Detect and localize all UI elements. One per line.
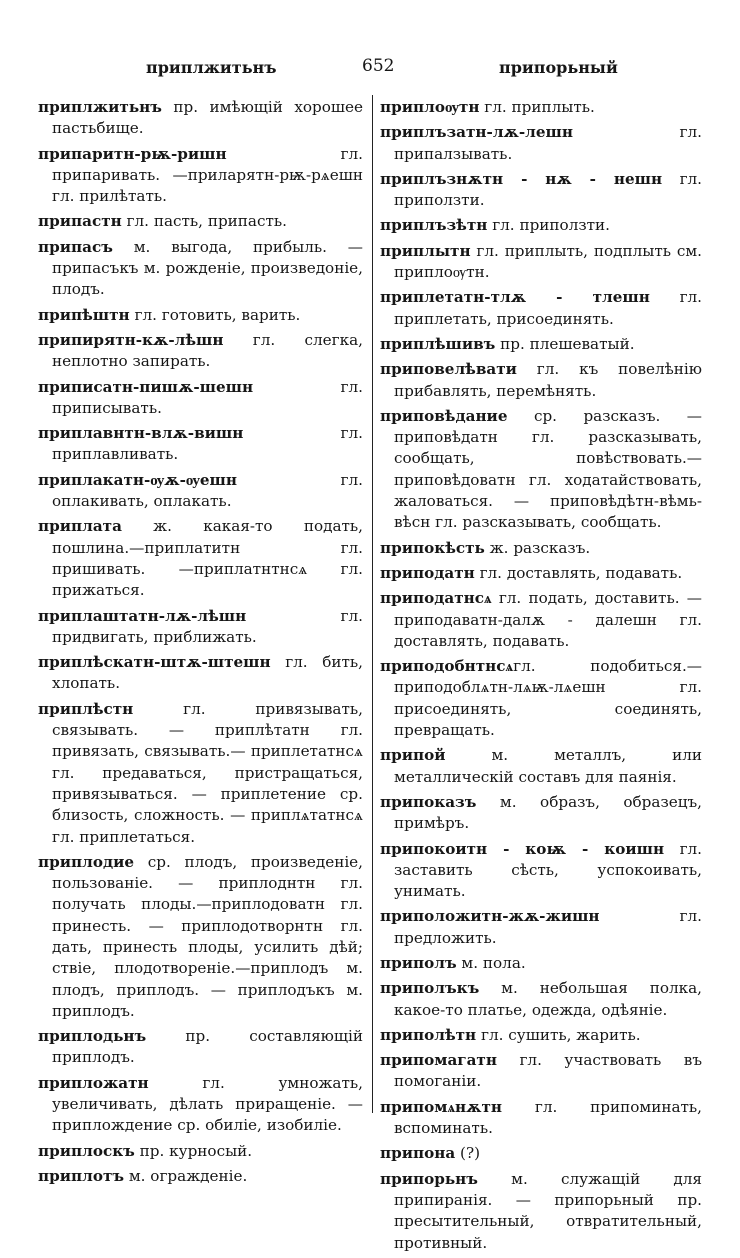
entry-definition: гл. приплавливать. [52,424,363,464]
dictionary-entry [38,1141,363,1162]
entry-headword: приповѣдание [380,406,508,425]
page-number: 652 [362,56,395,76]
dictionary-entry [38,305,363,326]
entry-headword: приположитн-жѫ-жишн [380,907,600,926]
left-column [38,97,363,1191]
dictionary-entry [380,97,702,118]
entry-definition: м. образъ, образецъ, примѣръ. [394,792,702,833]
dictionary-entry [380,1025,702,1046]
running-head-last-word: припорьный [499,58,618,77]
entry-definition: гл. бить, хлопать. [52,653,363,693]
dictionary-entry [38,211,363,232]
entry-headword: припасъ [38,237,113,256]
column-divider [372,95,373,1113]
dictionary-entry [380,287,702,330]
dictionary-entry [38,423,363,466]
entry-headword: приполъ [380,953,457,972]
entry-headword: приплъзатн-лѫ-лешн [380,123,573,142]
entry-headword: припастн [38,212,122,231]
entry-definition: гл. доставлять, подавать. [474,563,683,582]
dictionary-entry [380,334,702,355]
entry-definition: гл. приплыть, подплыть см. приплоѹтн. [394,241,702,282]
entry-definition: м. служащій для припиранія. — припорьный пр. пресытительный, отвратительный, противный. [394,1169,702,1252]
entry-definition: гл. приползти. [487,216,610,235]
dictionary-entry [38,330,363,373]
entry-headword: приполѣтн [380,1025,477,1044]
dictionary-entry [38,1166,363,1187]
entry-headword: припомѧнѫтн [380,1097,503,1116]
entry-headword: приплоѹтн [380,98,480,116]
entry-headword: приплаштатн-лѫ-лѣшн [38,606,247,625]
dictionary-entry [380,241,702,284]
entry-definition: гл. придвигать, приближать. [52,606,363,646]
dictionary-entry [380,122,702,165]
entry-definition: гл. сушить, жарить. [476,1025,641,1044]
entry-definition: м. небольшая полка, какое-то платье, одежда, одѣяніе. [394,979,702,1019]
dictionary-entry [38,606,363,649]
entry-definition: гл. припоминать, вспоминать. [394,1097,702,1138]
dictionary-entry [380,1169,702,1254]
entry-headword: приплодие [38,852,135,871]
entry-definition: гл. умножать, увеличивать, дѣлать приращеніе. — приплождение ср. обиліе, изобиліе. [52,1073,363,1135]
dictionary-entry [380,538,702,559]
entry-headword: приплетатн-тлѫ - тлешн [380,288,650,307]
entry-definition: ср. разсказъ. — приповѣдатн гл. разсказывать, сообщать, повѣствовать.—приповѣдоватн гл. ходатайствовать, жаловаться. — приповѣдѣтн-вѣмь-вѣсн гл. разсказывать, сообщать. [394,406,702,532]
entry-headword: припокоитн - коѭ - коишн [380,839,665,858]
entry-definition: гл. привязывать, связывать. — приплѣтатн гл. привязать, связывать.— приплетатнсѧ гл. предаваться, пристращаться, привязываться. — приплетение ср. близость, сложность. — приплѧтатнсѧ гл. приплетаться. [52,699,363,846]
dictionary-entry [380,215,702,236]
dictionary-entry [38,652,363,695]
entry-headword: приплотъ [38,1166,125,1185]
entry-definition: ср. плодъ, произведеніе, пользованіе. — приплоднтн гл. получать плоды.—приплодоватн гл. принесть. — приплодотворнтн гл. дать, принесть плоды, усилить дѣй; ствіе, плодотвореніе.—приплодъ м. плодъ, приплодъ. — приплодъкъ м. приплодъ. [52,852,363,1020]
dictionary-entry [380,169,702,212]
dictionary-entry [380,953,702,974]
dictionary-entry [380,563,702,584]
entry-definition: гл. подать, доставить. — приподаватн-далѫ - далешн гл. доставлять, подавать. [394,589,702,650]
entry-headword: припирятн-кѫ-лѣшн [38,330,224,349]
entry-headword: приподатнсѧ [380,589,492,608]
entry-definition: пр. курносый. [134,1141,253,1160]
dictionary-entry [38,377,363,420]
dictionary-entry [38,852,363,1022]
dictionary-entry [380,839,702,903]
entry-definition: гл. участвовать въ помоганіи. [394,1051,702,1091]
entry-headword: припона [380,1144,456,1163]
entry-headword: припомагатн [380,1051,497,1070]
entry-headword: припаритн-рѭ-ришн [38,144,227,163]
entry-headword: приплавнтн-влѫ-вишн [38,424,244,443]
entry-definition: гл. припаривать. —приларятн-рѭ-рѧешн гл. прилѣтать. [52,144,363,206]
entry-headword: припоказъ [380,792,477,811]
entry-definition: (?) [455,1144,481,1163]
dictionary-entry [380,792,702,835]
dictionary-entry [38,1073,363,1137]
entry-headword: приповелѣвати [380,360,517,379]
entry-headword: приполъкъ [380,979,480,998]
entry-headword: приплжитьнъ [38,98,162,116]
entry-definition: ж. разсказъ. [484,538,591,557]
entry-definition: м. огражденіе. [124,1166,248,1185]
dictionary-entry [380,656,702,741]
dictionary-entry [380,978,702,1021]
entry-definition: гл. готовить, варить. [129,305,301,324]
entry-headword: приписатн-пишѫ-шешн [38,377,254,396]
entry-definition: гл. приписывать. [52,377,363,417]
entry-headword: приплодьнъ [38,1027,147,1046]
entry-headword: приподобнтнсѧ [380,657,514,676]
entry-headword: приплоскъ [38,1141,135,1160]
dictionary-entry [380,406,702,534]
running-head-first-word: приплжитьнъ [146,58,277,77]
dictionary-entry [380,359,702,402]
dictionary-entry [380,588,702,652]
entry-headword: припой [380,746,446,765]
dictionary-entry [380,1143,702,1164]
entry-headword: припорьнъ [380,1169,478,1188]
dictionary-entry [38,144,363,208]
entry-definition: гл. оплакивать, оплакать. [52,470,363,511]
entry-headword: приплата [38,517,122,536]
entry-definition: м. выгода, прибыль. — припасъкъ м. рожденіе, произведоніе, плодъ. [52,237,363,299]
entry-definition: гл. предложить. [394,907,702,947]
right-column [380,97,702,1258]
entry-definition: гл. припалзывать. [394,123,702,163]
entry-headword: приплъзнѫтн - нѫ - нешн [380,169,663,188]
dictionary-entry [38,516,363,601]
dictionary-entry [38,699,363,848]
entry-headword: припокѣсть [380,538,485,557]
entry-headword: приплытн [380,241,471,260]
dictionary-entry [380,745,702,788]
entry-headword: приподатн [380,563,475,582]
entry-definition: гл. пасть, припасть. [121,212,287,231]
entry-definition: пр. составляющій приплодъ. [52,1027,363,1067]
dictionary-entry [38,1026,363,1069]
entry-definition: гл. подобиться.—приподоблѧтн-лѧѭ-лѧешн гл. присоединять, соединять, превращать. [394,657,702,740]
entry-definition: м. металлъ, или металлическій составъ для паянія. [394,746,702,786]
entry-definition: гл. приползти. [394,169,703,210]
entry-headword: припложатн [38,1073,149,1092]
dictionary-entry [380,1050,702,1093]
entry-definition: гл. заставить сѣсть, успокоивать, унимать. [394,839,703,901]
dictionary-entry [380,906,702,949]
entry-headword: приплѣшивъ [380,334,496,353]
entry-headword: приплѣскатн-штѫ-штешн [38,653,271,672]
dictionary-entry [38,237,363,301]
dictionary-entry [38,470,363,513]
entry-headword: припѣштн [38,305,130,324]
entry-definition: гл. къ повелѣнію прибавлять, перемѣнять. [394,360,702,400]
dictionary-entry [380,1097,702,1140]
entry-definition: гл. слегка, неплотно запирать. [52,330,363,371]
entry-definition: ж. какая-то подать, пошлина.—приплатитн гл. пришивать. —приплатнтнсѧ гл. прижаться. [52,517,363,600]
entry-definition: гл. приплетать, присоединять. [394,288,703,328]
entry-definition: пр. плешеватый. [495,334,635,353]
dictionary-entry [38,97,363,140]
entry-definition: пр. имѣющій хорошее пастьбище. [52,98,363,138]
entry-headword: приплакатн-ѹѫ-ѹешн [38,470,237,489]
running-head [40,58,710,80]
entry-definition: гл. приплыть. [479,98,595,116]
entry-headword: приплъзѣтн [380,216,488,235]
entry-definition: м. пола. [456,953,526,972]
entry-headword: приплѣстн [38,699,134,718]
